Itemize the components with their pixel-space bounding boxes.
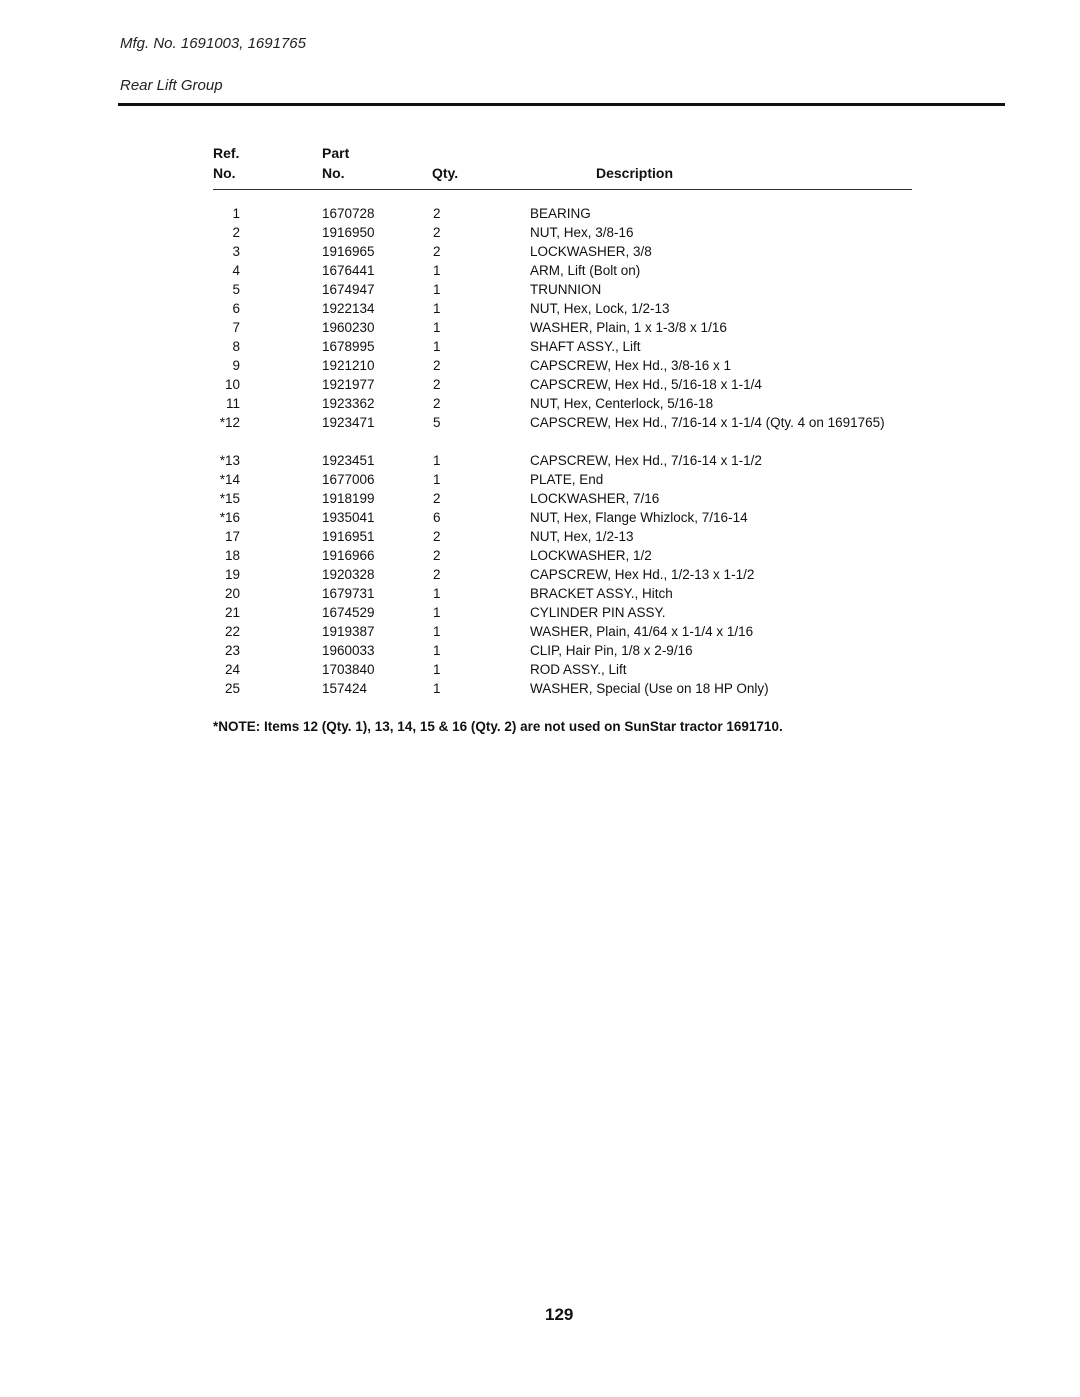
qty-cell: 2 — [433, 396, 441, 411]
qty-cell: 1 — [433, 586, 441, 601]
table-row — [0, 261, 1080, 280]
part-number-cell: 1678995 — [322, 339, 375, 354]
qty-cell: 2 — [433, 206, 441, 221]
ref-cell: 18 — [224, 548, 240, 563]
description-cell: BEARING — [530, 206, 591, 221]
description-cell: CAPSCREW, Hex Hd., 3/8-16 x 1 — [530, 358, 732, 373]
qty-cell: 2 — [433, 358, 441, 373]
table-row — [0, 470, 1080, 489]
ref-cell: 7 — [232, 320, 240, 335]
qty-cell: 1 — [433, 681, 441, 696]
col-qty-header: Qty. — [432, 165, 459, 181]
table-row — [0, 413, 1080, 451]
col-ref-header — [213, 143, 239, 183]
table-row — [0, 375, 1080, 394]
description-cell: TRUNNION — [530, 282, 602, 297]
description-cell: WASHER, Plain, 41/64 x 1-1/4 x 1/16 — [530, 624, 754, 639]
table-row — [0, 508, 1080, 527]
qty-cell: 2 — [433, 548, 441, 563]
description-cell: NUT, Hex, Flange Whizlock, 7/16-14 — [530, 510, 748, 525]
part-number-cell: 1674947 — [322, 282, 375, 297]
ref-cell: 20 — [224, 586, 240, 601]
ref-cell: 17 — [224, 529, 240, 544]
description-cell: CAPSCREW, Hex Hd., 7/16-14 x 1-1/2 — [530, 453, 762, 468]
part-number-cell: 1703840 — [322, 662, 375, 677]
description-cell: LOCKWASHER, 7/16 — [530, 491, 660, 506]
description-cell: BRACKET ASSY., Hitch — [530, 586, 673, 601]
ref-cell: 3 — [232, 244, 240, 259]
table-row — [0, 584, 1080, 603]
col-description-header: Description — [596, 165, 674, 181]
table-row — [0, 223, 1080, 242]
qty-cell: 1 — [433, 605, 441, 620]
qty-cell: 5 — [433, 415, 441, 430]
header-rule — [118, 103, 1005, 106]
part-number-cell: 1916966 — [322, 548, 375, 563]
qty-cell: 1 — [433, 263, 441, 278]
description-cell: PLATE, End — [530, 472, 604, 487]
ref-cell: 5 — [232, 282, 240, 297]
description-cell: NUT, Hex, Centerlock, 5/16-18 — [530, 396, 714, 411]
qty-cell: 2 — [433, 377, 441, 392]
col-ref-line1: Ref. — [213, 145, 240, 161]
ref-cell: 23 — [224, 643, 240, 658]
table-row — [0, 565, 1080, 584]
description-cell: WASHER, Special (Use on 18 HP Only) — [530, 681, 769, 696]
page-number: 129 — [545, 1305, 574, 1324]
ref-cell: *14 — [219, 472, 240, 487]
qty-cell: 6 — [433, 510, 441, 525]
part-number-cell: 1921210 — [322, 358, 375, 373]
description-cell: CYLINDER PIN ASSY. — [530, 605, 666, 620]
part-number-cell: 1960230 — [322, 320, 375, 335]
qty-cell: 1 — [433, 301, 441, 316]
qty-cell: 2 — [433, 225, 441, 240]
qty-cell: 1 — [433, 282, 441, 297]
ref-cell: 19 — [224, 567, 240, 582]
qty-cell: 1 — [433, 320, 441, 335]
part-number-cell: 1923471 — [322, 415, 375, 430]
table-row — [0, 660, 1080, 679]
ref-cell: 24 — [224, 662, 240, 677]
description-cell: CAPSCREW, Hex Hd., 7/16-14 x 1-1/4 (Qty. 4 on 1691765) — [530, 415, 885, 430]
part-number-cell: 1674529 — [322, 605, 375, 620]
ref-cell: 10 — [224, 377, 240, 392]
mfg-number: Mfg. No. 1691003, 1691765 — [120, 35, 306, 52]
group-title: Rear Lift Group — [120, 77, 223, 94]
col-part-line2: No. — [322, 165, 345, 181]
description-cell: NUT, Hex, Lock, 1/2-13 — [530, 301, 670, 316]
table-row — [0, 242, 1080, 261]
footnote: *NOTE: Items 12 (Qty. 1), 13, 14, 15 & 16 (Qty. 2) are not used on SunStar tractor 1691710. — [213, 719, 783, 734]
part-number-cell: 1923451 — [322, 453, 375, 468]
description-cell: LOCKWASHER, 3/8 — [530, 244, 652, 259]
part-number-cell: 1923362 — [322, 396, 375, 411]
qty-cell: 1 — [433, 453, 441, 468]
part-number-cell: 1916950 — [322, 225, 375, 240]
part-number-cell: 1919387 — [322, 624, 375, 639]
qty-cell: 1 — [433, 472, 441, 487]
qty-cell: 1 — [433, 643, 441, 658]
qty-cell: 2 — [433, 567, 441, 582]
ref-cell: *16 — [219, 510, 240, 525]
table-row — [0, 679, 1080, 698]
table-row — [0, 356, 1080, 375]
ref-cell: 21 — [224, 605, 240, 620]
table-row — [0, 603, 1080, 622]
qty-cell: 1 — [433, 662, 441, 677]
description-cell: SHAFT ASSY., Lift — [530, 339, 641, 354]
part-number-cell: 1670728 — [322, 206, 375, 221]
ref-cell: 9 — [232, 358, 240, 373]
ref-cell: 25 — [224, 681, 240, 696]
description-cell: CAPSCREW, Hex Hd., 5/16-18 x 1-1/4 — [530, 377, 762, 392]
part-number-cell: 1679731 — [322, 586, 375, 601]
ref-cell: 6 — [232, 301, 240, 316]
description-cell: ARM, Lift (Bolt on) — [530, 263, 641, 278]
col-ref-line2: No. — [213, 165, 236, 181]
table-row — [0, 546, 1080, 565]
table-row — [0, 641, 1080, 660]
description-cell: CLIP, Hair Pin, 1/8 x 2-9/16 — [530, 643, 693, 658]
qty-cell: 2 — [433, 244, 441, 259]
description-cell: NUT, Hex, 1/2-13 — [530, 529, 634, 544]
table-row — [0, 489, 1080, 508]
part-number-cell: 157424 — [322, 681, 368, 696]
ref-cell: 8 — [232, 339, 240, 354]
part-number-cell: 1935041 — [322, 510, 375, 525]
part-number-cell: 1922134 — [322, 301, 375, 316]
qty-cell: 2 — [433, 529, 441, 544]
part-number-cell: 1676441 — [322, 263, 375, 278]
qty-cell: 1 — [433, 339, 441, 354]
part-number-cell: 1920328 — [322, 567, 375, 582]
part-number-cell: 1916965 — [322, 244, 375, 259]
ref-cell: *12 — [219, 415, 240, 430]
parts-table — [0, 204, 1080, 698]
ref-cell: *13 — [219, 453, 240, 468]
table-row — [0, 318, 1080, 337]
part-number-cell: 1677006 — [322, 472, 375, 487]
part-number-cell: 1916951 — [322, 529, 375, 544]
table-row — [0, 527, 1080, 546]
ref-cell: 4 — [232, 263, 240, 278]
ref-cell: 1 — [232, 206, 240, 221]
ref-cell: *15 — [219, 491, 240, 506]
description-cell: WASHER, Plain, 1 x 1-3/8 x 1/16 — [530, 320, 727, 335]
qty-cell: 1 — [433, 624, 441, 639]
table-row — [0, 204, 1080, 223]
table-row — [0, 622, 1080, 641]
ref-cell: 2 — [232, 225, 240, 240]
table-row — [0, 451, 1080, 470]
description-cell: ROD ASSY., Lift — [530, 662, 627, 677]
col-part-line1: Part — [322, 145, 350, 161]
description-cell: CAPSCREW, Hex Hd., 1/2-13 x 1-1/2 — [530, 567, 755, 582]
description-cell: NUT, Hex, 3/8-16 — [530, 225, 634, 240]
table-row — [0, 280, 1080, 299]
description-cell: LOCKWASHER, 1/2 — [530, 548, 652, 563]
table-row — [0, 394, 1080, 413]
qty-cell: 2 — [433, 491, 441, 506]
ref-cell: 11 — [225, 396, 240, 411]
table-row — [0, 337, 1080, 356]
part-number-cell: 1918199 — [322, 491, 375, 506]
col-part-header — [322, 143, 349, 183]
part-number-cell: 1960033 — [322, 643, 375, 658]
part-number-cell: 1921977 — [322, 377, 375, 392]
table-header-rule — [213, 189, 912, 190]
ref-cell: 22 — [224, 624, 240, 639]
table-row — [0, 299, 1080, 318]
